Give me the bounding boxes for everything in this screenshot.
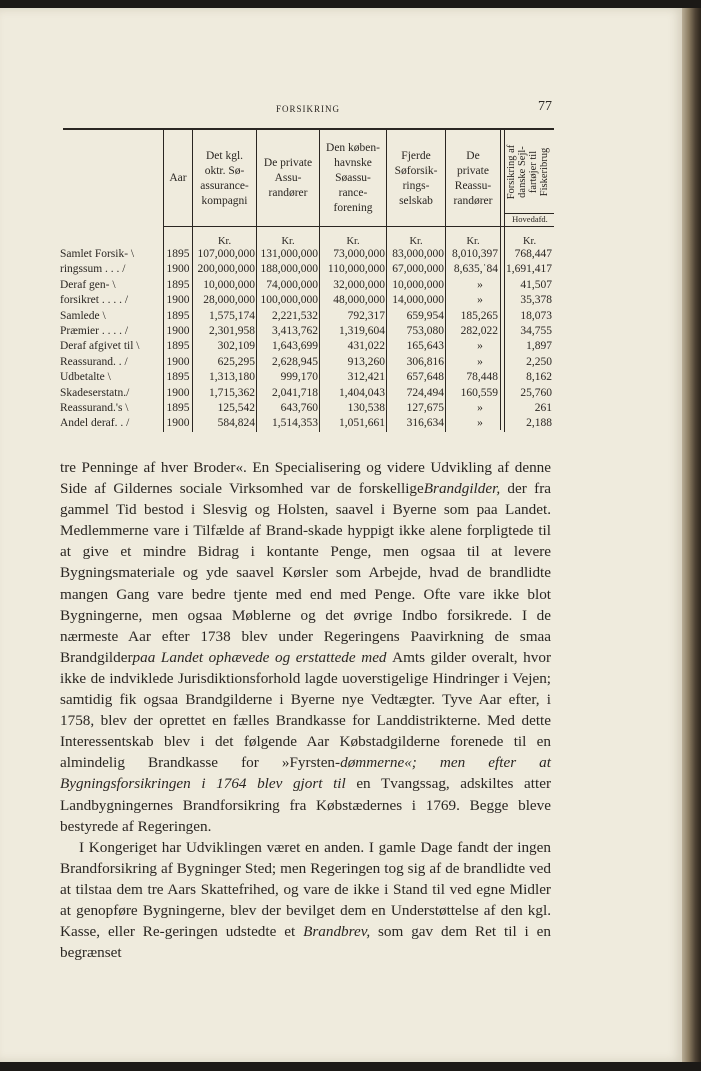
table-cell: 14,000,000 [392, 294, 444, 307]
row-label: Skadeserstatn./ [60, 386, 130, 399]
unit-kr: Kr. [346, 236, 360, 247]
unit-kr: Kr. [281, 236, 295, 247]
year-cell: 1895 [166, 248, 190, 260]
table-cell: 768,447 [514, 248, 552, 260]
table-cell: 2,221,532 [272, 309, 318, 322]
table-cell: 165,643 [406, 340, 444, 353]
row-label: Deraf gen- \ [60, 278, 116, 291]
text-run: skade hyppigt ikke alene forpligtede til at give et mindre Bidrag i [60, 522, 551, 561]
table-cell: » [477, 355, 483, 368]
table-cell: 2,041,718 [272, 386, 318, 399]
unit-kr: Kr. [409, 236, 423, 247]
body-text [60, 457, 551, 963]
table-cell: 1,514,353 [272, 417, 318, 430]
table-cell: 127,675 [406, 402, 444, 414]
table-cell: 1,691,417 [506, 263, 552, 276]
unit-kr: Kr. [522, 236, 537, 247]
text-run: bedre tjente med end med Penge. Ofte vare ikke blot Bygningerne, [60, 585, 552, 624]
table-cell: 913,260 [347, 355, 385, 368]
table-cell: 8,635,˙84 [453, 263, 498, 276]
header-forsikring-sejlfartojer [505, 131, 550, 213]
row-label: Samlet Forsik- \ [60, 248, 135, 260]
table-cell: 74,000,000 [266, 278, 318, 291]
table-cell: 125,542 [217, 402, 255, 414]
table-cell: 999,170 [280, 371, 318, 384]
header-line: forening [333, 202, 373, 214]
table-cell: 2,628,945 [272, 355, 318, 368]
table-cell: 100,000,000 [260, 294, 318, 307]
year-cell: 1900 [166, 355, 190, 368]
table-cell: 643,760 [280, 402, 318, 414]
table-cell: 1,715,362 [209, 386, 255, 399]
year-cell: 1900 [166, 417, 190, 430]
header-line: Fjerde [401, 149, 431, 162]
year-cell: 1895 [166, 402, 190, 414]
header-line: fartøjer til [527, 150, 539, 194]
header-line: rings- [402, 179, 430, 192]
text-run: tog sig af de brandlidte ved at tilstaa dem tre Aars Skattefrihed, og [60, 859, 552, 898]
text-run: Amts [392, 648, 426, 666]
text-run: Landdistrikterne. Med dette Interessentskab blev i det følgende Aar [60, 712, 552, 751]
table-cell: » [477, 402, 483, 414]
year-cell: 1895 [166, 340, 190, 353]
text-run: vare de ikke i Stand til ved egne Midler at genopføre Bygningerne, [60, 880, 551, 919]
header-line: selskab [399, 194, 433, 207]
header-line: Forsikring af [505, 144, 517, 200]
year-cell: 1900 [166, 263, 190, 276]
table-cell: 1,643,699 [272, 340, 318, 353]
table-cell: 67,000,000 [392, 263, 444, 276]
scan-top-border [0, 0, 701, 8]
table-cell: 48,000,000 [333, 294, 385, 307]
header-fjerde-soforsikringsselskab [387, 131, 445, 226]
text-run: Købstædernes i 1769. Begge bleve bestyrede af Regeringen. [60, 796, 552, 835]
text-run: geringen udstedte et [164, 923, 304, 941]
header-line: danske Sejl- [516, 146, 528, 198]
header-line: havnske [334, 157, 372, 169]
table-cell: 1,575,174 [209, 309, 255, 322]
header-line: assurance- [200, 179, 249, 192]
table-header-rule [163, 226, 554, 227]
table-cell: » [477, 294, 483, 307]
table-top-rule [63, 128, 554, 130]
year-cell: 1900 [166, 325, 190, 337]
table-cell: 41,507 [520, 278, 552, 291]
scan-bottom-border [0, 1062, 701, 1071]
text-run: Tyve Aar efter, i 1758, blev der oprettet en fælles Brandkasse for [60, 691, 551, 730]
table-cell: 2,188 [526, 417, 552, 430]
table-cell: 10,000,000 [392, 278, 444, 291]
table-cell: 200,000,000 [197, 263, 255, 276]
year-cell: 1900 [166, 294, 190, 307]
italic-term: Brandbrev, [303, 923, 371, 941]
table-cell: 753,080 [406, 325, 444, 337]
table-cell: 18,073 [520, 309, 552, 322]
unit-kr: Kr. [466, 236, 480, 247]
header-line: randører [453, 194, 493, 207]
table-cell: 34,755 [520, 325, 552, 337]
header-kobenhavnske-soassurance [320, 131, 386, 226]
text-run: saavel Kørsler som Arbejde, hvad de brandlidte mangen Gang vare [60, 564, 552, 603]
text-run: af denne Side af Gildernes sociale Virksomhed var de forskellige [60, 459, 552, 498]
table-cell: 306,816 [406, 355, 444, 368]
table-cell: 130,538 [347, 402, 385, 414]
table-cell: 312,421 [347, 371, 385, 384]
row-label: Samlede \ [60, 309, 106, 322]
text-run: kontante Penge, men ogsaa til at levere Bygningsmateriale og yde [60, 543, 551, 582]
table-cell: 160,559 [460, 386, 498, 399]
table-cell: 1,051,661 [339, 417, 385, 430]
text-run: der fra gammel Tid bestod i Slesvig og Holsten, saavel [60, 480, 551, 519]
table-cell: 1,319,604 [339, 325, 385, 337]
text-run: Købstadgilderne forenede til en almindelig Brandkasse for »Fyrsten- [60, 733, 552, 772]
header-line: kompagni [201, 194, 248, 207]
text-run: tre Penninge af hver Broder«. En Specialisering og videre Udvikling [60, 459, 492, 476]
text-run: men ogsaa Møblerne og det øvrige Indbo forsikrede. I de nærmeste Aar [60, 606, 551, 645]
header-line: Den køben- [326, 142, 380, 154]
header-line: Assu- [274, 172, 302, 184]
table-cell: 431,022 [347, 340, 385, 353]
table-cell: 792,317 [347, 309, 385, 322]
unit-kr: Kr. [217, 236, 232, 247]
header-line: randører [268, 187, 308, 199]
table-cell: 28,000,000 [203, 294, 255, 307]
row-label: Deraf afgivet til \ [60, 340, 140, 353]
row-label: ringssum . . . / [60, 263, 126, 276]
header-line: private [457, 164, 489, 177]
text-run: Tvangssag, [380, 775, 450, 793]
table-cell: 73,000,000 [333, 248, 385, 260]
row-label: forsikret . . . . / [60, 294, 129, 307]
table-cell: 8,162 [526, 371, 552, 384]
table-cell: 3,413,762 [272, 325, 318, 337]
text-run: adskiltes atter Landbygningernes Brandforsikring fra [60, 775, 551, 814]
header-line: De private [263, 157, 313, 169]
text-run: som gav dem Ret til i en begrænset [60, 923, 551, 962]
year-cell: 1900 [166, 386, 190, 399]
text-run: de indviklede Jurisdiktionsforhold lagde uoverstigelige Hindringer i [90, 669, 508, 687]
italic-term: Brandgilder, [423, 480, 501, 498]
table-cell: 35,378 [520, 294, 552, 307]
table-cell: 584,824 [217, 417, 255, 430]
year-cell: 1895 [166, 371, 190, 384]
year-cell: 1895 [166, 278, 190, 291]
table-cell: 10,000,000 [203, 278, 255, 291]
text-run: blev der bevilget dem en Understøttelse af den kgl. Kasse, eller Re- [60, 901, 552, 941]
table-cell: 302,109 [217, 340, 255, 353]
table-cell: 1,404,043 [339, 386, 385, 399]
header-private-reassurandorer [446, 131, 500, 226]
header-line: Det kgl. [205, 149, 244, 162]
row-label: Andel deraf. . / [60, 417, 130, 430]
page-number: 77 [538, 99, 552, 114]
table-cell: 625,295 [217, 355, 255, 368]
text-run: en [356, 775, 381, 793]
text-run: gilder overalt, hvor ikke [60, 648, 552, 687]
header-line: Fiskeribrug [538, 147, 550, 197]
table-cell: 110,000,000 [327, 263, 385, 276]
year-cell: 1895 [166, 309, 190, 322]
header-kgl-kompagni [193, 131, 256, 226]
header-line: De [466, 149, 480, 162]
book-spine [682, 8, 701, 1062]
table-cell: 724,494 [406, 386, 444, 399]
table-cell: 659,954 [406, 309, 444, 322]
table-cell: 83,000,000 [392, 248, 444, 260]
row-label: Reassurand.'s \ [60, 402, 129, 414]
header-hovedafd: Hovedafd. [512, 214, 548, 224]
table-cell: 185,265 [460, 309, 498, 322]
table-cell: » [477, 278, 483, 291]
table-cell: 107,000,000 [197, 248, 255, 260]
running-head: FORSIKRING [276, 104, 341, 114]
header-private-assurandorer [257, 131, 319, 226]
header-line: Søassu- [335, 172, 371, 184]
row-label: Præmier . . . . / [60, 325, 129, 337]
table-cell: 8,010,397 [452, 248, 498, 260]
header-line: rance- [338, 187, 368, 199]
table-cell: 2,301,958 [209, 325, 255, 337]
header-line: oktr. Sø- [204, 164, 245, 177]
table-cell: 1,897 [526, 340, 552, 353]
text-run: efter 1738 blev under Regeringens Paavirkning de smaa Brandgilder [60, 627, 551, 666]
text-run: Vejen; samtidig fik ogsaa Brandgilderne i Byerne nye Vedtægter. [60, 669, 552, 709]
table-cell: » [477, 340, 483, 353]
row-label: Udbetalte \ [60, 371, 111, 384]
header-line: Søforsik- [394, 164, 438, 177]
table-cell: 1,313,180 [209, 371, 255, 384]
header-aar: Aar [169, 172, 187, 184]
italic-term: paa Landet ophævede og erstattede med [132, 648, 393, 666]
row-label: Reassurand. . / [60, 355, 128, 368]
table-cell: 261 [534, 402, 552, 414]
paragraph [60, 457, 551, 837]
table-cell: 131,000,000 [260, 248, 318, 260]
table-cell: 282,022 [460, 325, 498, 337]
table-cell: 316,634 [406, 417, 444, 430]
text-run: fandt der ingen Brandforsikring af Bygninger Sted; men Regeringen [60, 838, 551, 877]
text-run: i Byerne som paa Landet. Medlemmerne vare i Tilfælde af Brand- [60, 501, 552, 540]
table-cell: 2,250 [526, 355, 552, 368]
table-cell: 25,760 [520, 386, 552, 399]
paragraph [60, 837, 551, 964]
text-run: I Kongeriget har Udviklingen været en anden. I gamle Dage [79, 838, 453, 856]
table-cell: » [477, 417, 483, 430]
table-cell: 188,000,000 [260, 263, 318, 276]
italic-term: dømmerne«; men efter at Bygningsforsikringen i 1764 blev gjort til [60, 754, 551, 793]
table-cell: 78,448 [466, 371, 498, 384]
table-cell: 657,648 [406, 371, 444, 384]
table-cell: 32,000,000 [333, 278, 385, 291]
header-line: Reassu- [454, 179, 492, 192]
